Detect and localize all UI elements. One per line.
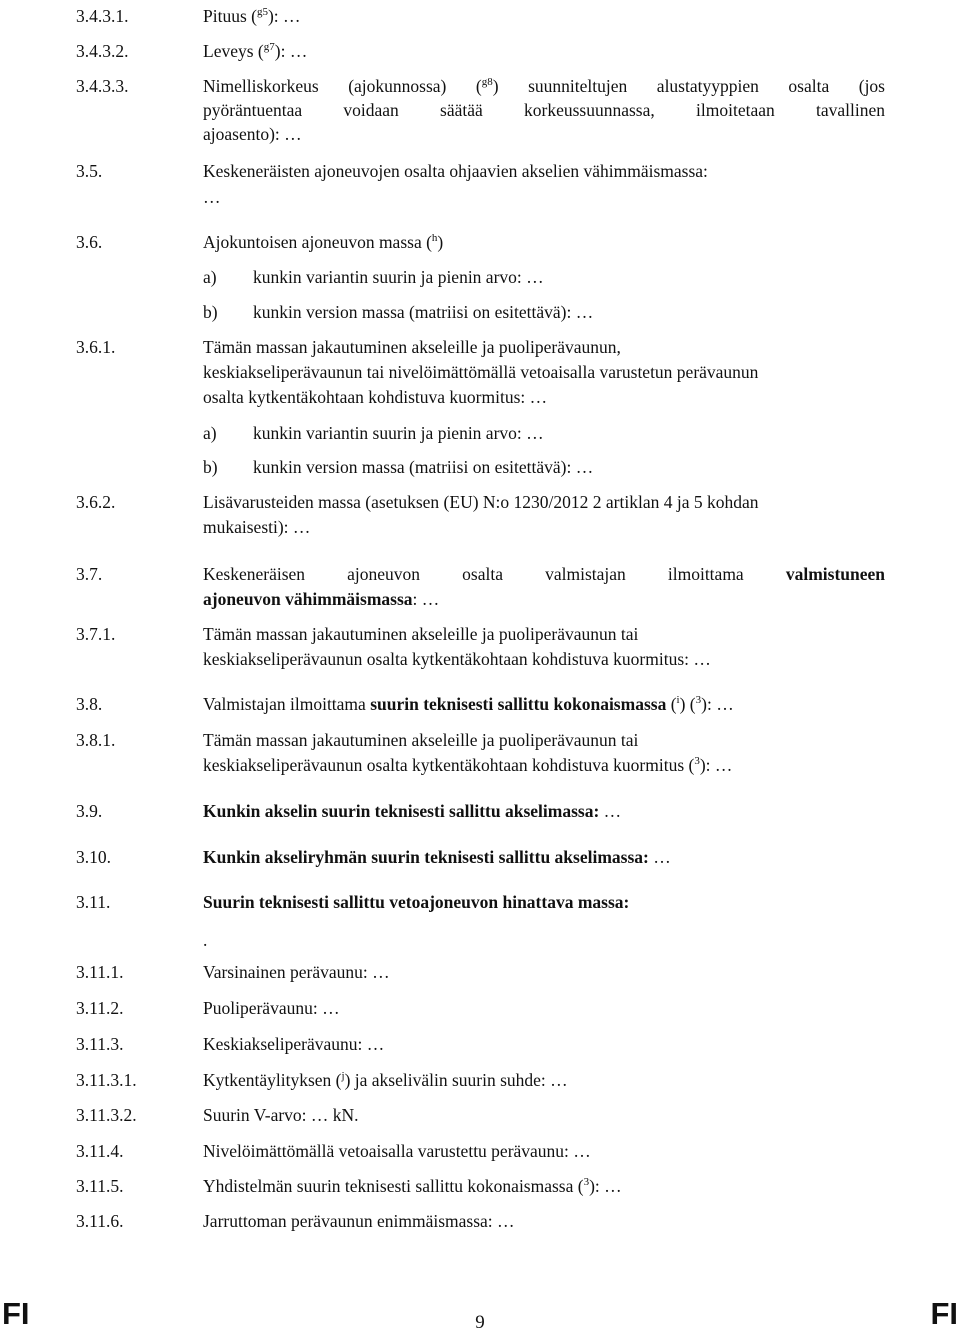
footnote-ref: i <box>676 694 680 706</box>
item-text: Ajokuntoisen ajoneuvon massa ($^h$) <box>203 232 444 252</box>
item-number: 3.4.3.3. <box>76 76 129 96</box>
item-3-11-5 <box>0 1174 960 1198</box>
sub-item-b <box>0 455 960 479</box>
item-number: 3.4.3.2. <box>76 41 129 61</box>
item-text: Jarruttoman perävaunun enimmäismassa: … <box>203 1211 515 1231</box>
item-number: 3.6.1. <box>76 337 116 357</box>
item-number: 3.5. <box>76 161 103 181</box>
item-3-11-4 <box>0 1139 960 1163</box>
item-text-line: ajoasento): … <box>203 124 302 144</box>
item-number: 3.11.6. <box>76 1211 124 1231</box>
sub-item-text: kunkin variantin suurin ja pienin arvo: … <box>253 423 544 443</box>
language-code-right: FI <box>930 1296 958 1331</box>
item-3-4-3-1 <box>0 4 960 28</box>
item-text-line: Nimelliskorkeus (ajokunnossa) ($^{g8}$) suunniteltujen alustatyyppien osalta (jos <box>203 76 885 96</box>
item-number: 3.8.1. <box>76 730 116 750</box>
footnote-ref: 3 <box>695 694 702 706</box>
item-text: Keskiakseliperävaunu: … <box>203 1034 385 1054</box>
item-text: Leveys ($^{g7}$): … <box>203 41 308 61</box>
sub-item-b <box>0 300 960 324</box>
item-text-line: … <box>203 187 221 207</box>
item-text: Pituus ($^{g5}$): … <box>203 6 301 26</box>
item-number: 3.11.3. <box>76 1034 124 1054</box>
footnote-ref: h <box>431 232 438 244</box>
item-3-11-3-2 <box>0 1103 960 1127</box>
item-text-line: Keskeneräisen ajoneuvon osalta valmistajan ilmoittama valmistuneen <box>203 564 886 584</box>
sub-item-label: b) <box>203 457 218 477</box>
item-text-line: keskiakseliperävaunun osalta kytkentäkohtaan kohdistuva kuormitus ($^3$): … <box>203 755 733 775</box>
sub-item-text: kunkin version massa (matriisi on esitettävä): … <box>253 457 594 477</box>
sub-item-a <box>0 421 960 445</box>
item-3-8 <box>0 692 960 716</box>
item-number: 3.4.3.1. <box>76 6 129 26</box>
item-number: 3.11. <box>76 892 111 912</box>
item-3-9 <box>0 799 960 823</box>
sub-item-label: a) <box>203 423 217 443</box>
item-text-line: pyöräntuentaa voidaan säätää korkeussuunnassa, ilmoitetaan tavallinen <box>203 100 885 120</box>
sub-item-text: kunkin version massa (matriisi on esitettävä): … <box>253 302 594 322</box>
item-3-11-6 <box>0 1209 960 1233</box>
sub-item-label: b) <box>203 302 218 322</box>
sub-item-label: a) <box>203 267 217 287</box>
item-3-11-2 <box>0 996 960 1020</box>
footnote-ref: g7 <box>263 41 275 53</box>
footnote-ref: 3 <box>694 755 700 767</box>
item-text: Kunkin akselin suurin teknisesti sallittu akselimassa: … <box>203 801 622 821</box>
item-number: 3.7. <box>76 564 103 584</box>
item-text: Yhdistelmän suurin teknisesti sallittu kokonaismassa ($^3$): … <box>203 1176 622 1196</box>
item-number: 3.6. <box>76 232 103 252</box>
item-text-line: Keskeneräisten ajoneuvojen osalta ohjaavien akselien vähimmäismassa: <box>203 161 708 181</box>
footnote-ref: j <box>341 1070 345 1082</box>
item-text: Suurin V-arvo: … kN. <box>203 1105 359 1125</box>
item-text: Kunkin akseliryhmän suurin teknisesti sallittu akselimassa: … <box>203 847 671 867</box>
item-text: Suurin teknisesti sallittu vetoajoneuvon hinattava massa: <box>203 892 630 912</box>
item-text-line: keskiakseliperävaunun osalta kytkentäkohtaan kohdistuva kuormitus: … <box>203 649 711 669</box>
item-number: 3.11.4. <box>76 1141 124 1161</box>
item-text: Puoliperävaunu: … <box>203 998 340 1018</box>
item-text-line: Tämän massan jakautuminen akseleille ja puoliperävaunun tai <box>203 730 639 750</box>
item-number: 3.8. <box>76 694 103 714</box>
item-number: 3.11.1. <box>76 962 124 982</box>
item-3-10 <box>0 845 960 869</box>
footnote-ref: g5 <box>256 6 268 18</box>
item-text-line: . <box>203 930 208 950</box>
item-text-line: Lisävarusteiden massa (asetuksen (EU) N:o 1230/2012 2 artiklan 4 ja 5 kohdan <box>203 492 759 512</box>
sub-item-text: kunkin variantin suurin ja pienin arvo: … <box>253 267 544 287</box>
item-text: Nivelöimättömällä vetoaisalla varustettu perävaunu: … <box>203 1141 591 1161</box>
item-3-4-3-2 <box>0 39 960 63</box>
item-number: 3.7.1. <box>76 624 116 644</box>
item-3-11-1 <box>0 960 960 984</box>
item-3-11-3 <box>0 1032 960 1056</box>
item-number: 3.6.2. <box>76 492 116 512</box>
item-text-line: keskiakseliperävaunun tai nivelöimättömällä vetoaisalla varustetun perävaunun <box>203 362 759 382</box>
language-code-left: FI <box>2 1296 30 1331</box>
item-text-line: ajoneuvon vähimmäismassa: … <box>203 589 440 609</box>
item-number: 3.11.3.1. <box>76 1070 137 1090</box>
item-text-line: Tämän massan jakautuminen akseleille ja puoliperävaunun, <box>203 337 621 357</box>
item-number: 3.11.3.2. <box>76 1105 137 1125</box>
item-number: 3.9. <box>76 801 103 821</box>
sub-item-a <box>0 265 960 289</box>
footnote-ref: g8 <box>481 76 493 88</box>
page-number: 9 <box>475 1312 485 1333</box>
item-text-line: osalta kytkentäkohtaan kohdistuva kuormitus: … <box>203 387 548 407</box>
item-text-line: mukaisesti): … <box>203 517 311 537</box>
item-text: Kytkentäylityksen ($^j$) ja akselivälin suurin suhde: … <box>203 1070 568 1090</box>
item-text-line: Tämän massan jakautuminen akseleille ja puoliperävaunun tai <box>203 624 639 644</box>
item-text: Valmistajan ilmoittama suurin teknisesti sallittu kokonaismassa ($^i$) ($^3$): … <box>203 694 734 714</box>
item-number: 3.10. <box>76 847 111 867</box>
item-number: 3.11.2. <box>76 998 124 1018</box>
item-number: 3.11.5. <box>76 1176 124 1196</box>
footnote-ref: 3 <box>583 1176 590 1188</box>
item-text: Varsinainen perävaunu: … <box>203 962 390 982</box>
item-3-11-3-1 <box>0 1068 960 1092</box>
